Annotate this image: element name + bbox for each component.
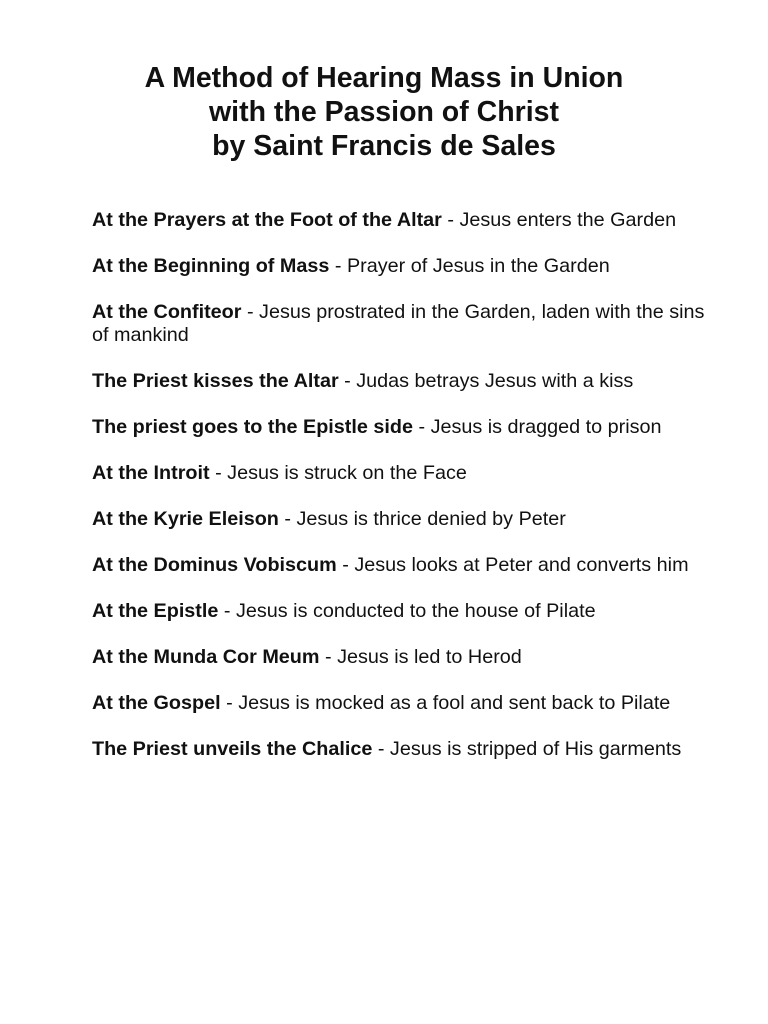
entry-lead: At the Introit — [92, 462, 210, 484]
entry-separator: - — [338, 370, 357, 392]
title-line-2: with the Passion of Christ — [209, 96, 559, 128]
mass-passion-list — [92, 209, 707, 784]
entry-text: Jesus is stripped of His garments — [389, 738, 682, 760]
list-item — [92, 508, 707, 531]
entry-text: Judas betrays Jesus with a kiss — [356, 370, 634, 392]
entry-separator: - — [336, 554, 355, 576]
entry-text: Jesus is thrice denied by Peter — [296, 508, 566, 530]
entry-lead: At the Kyrie Eleison — [92, 508, 279, 530]
list-item — [92, 646, 707, 669]
entry-separator: - — [241, 301, 260, 323]
list-item — [92, 462, 707, 485]
entry-text: Jesus is mocked as a fool and sent back to Pilate — [238, 692, 671, 714]
entry-separator: - — [209, 462, 228, 484]
list-item — [92, 370, 707, 393]
entry-lead: At the Dominus Vobiscum — [92, 554, 337, 576]
entry-text: Jesus prostrated in the Garden, laden with the sins of mankind — [92, 301, 705, 346]
entry-text: Jesus is struck on the Face — [227, 462, 467, 484]
entry-lead: At the Prayers at the Foot of the Altar — [92, 209, 442, 231]
list-item — [92, 692, 707, 715]
entry-lead: The priest goes to the Epistle side — [92, 416, 413, 438]
entry-separator: - — [220, 692, 239, 714]
list-item — [92, 416, 707, 439]
list-item — [92, 301, 707, 347]
entry-separator: - — [412, 416, 431, 438]
entry-lead: At the Munda Cor Meum — [92, 646, 320, 668]
entry-separator: - — [441, 209, 460, 231]
entry-lead: At the Epistle — [92, 600, 219, 622]
list-item — [92, 255, 707, 278]
entry-lead: At the Beginning of Mass — [92, 255, 330, 277]
entry-text: Prayer of Jesus in the Garden — [346, 255, 610, 277]
entry-lead: At the Gospel — [92, 692, 221, 714]
entry-separator: - — [218, 600, 236, 622]
entry-separator: - — [329, 255, 347, 277]
entry-text: Jesus is dragged to prison — [430, 416, 662, 438]
entry-lead: At the Confiteor — [92, 301, 242, 323]
entry-lead: The Priest unveils the Chalice — [92, 738, 373, 760]
entry-text: Jesus enters the Garden — [459, 209, 677, 231]
list-item — [92, 738, 707, 761]
entry-text: Jesus is led to Herod — [337, 646, 522, 668]
entry-text: Jesus is conducted to the house of Pilate — [236, 600, 596, 622]
entry-separator: - — [319, 646, 338, 668]
entry-separator: - — [372, 738, 390, 760]
document-title — [60, 61, 708, 163]
entry-lead: The Priest kisses the Altar — [92, 370, 339, 392]
entry-text: Jesus looks at Peter and converts him — [354, 554, 689, 576]
list-item — [92, 554, 707, 577]
entry-separator: - — [278, 508, 297, 530]
list-item — [92, 600, 707, 623]
title-line-1: A Method of Hearing Mass in Union — [144, 62, 624, 94]
title-line-3: by Saint Francis de Sales — [212, 130, 556, 162]
list-item — [92, 209, 707, 232]
